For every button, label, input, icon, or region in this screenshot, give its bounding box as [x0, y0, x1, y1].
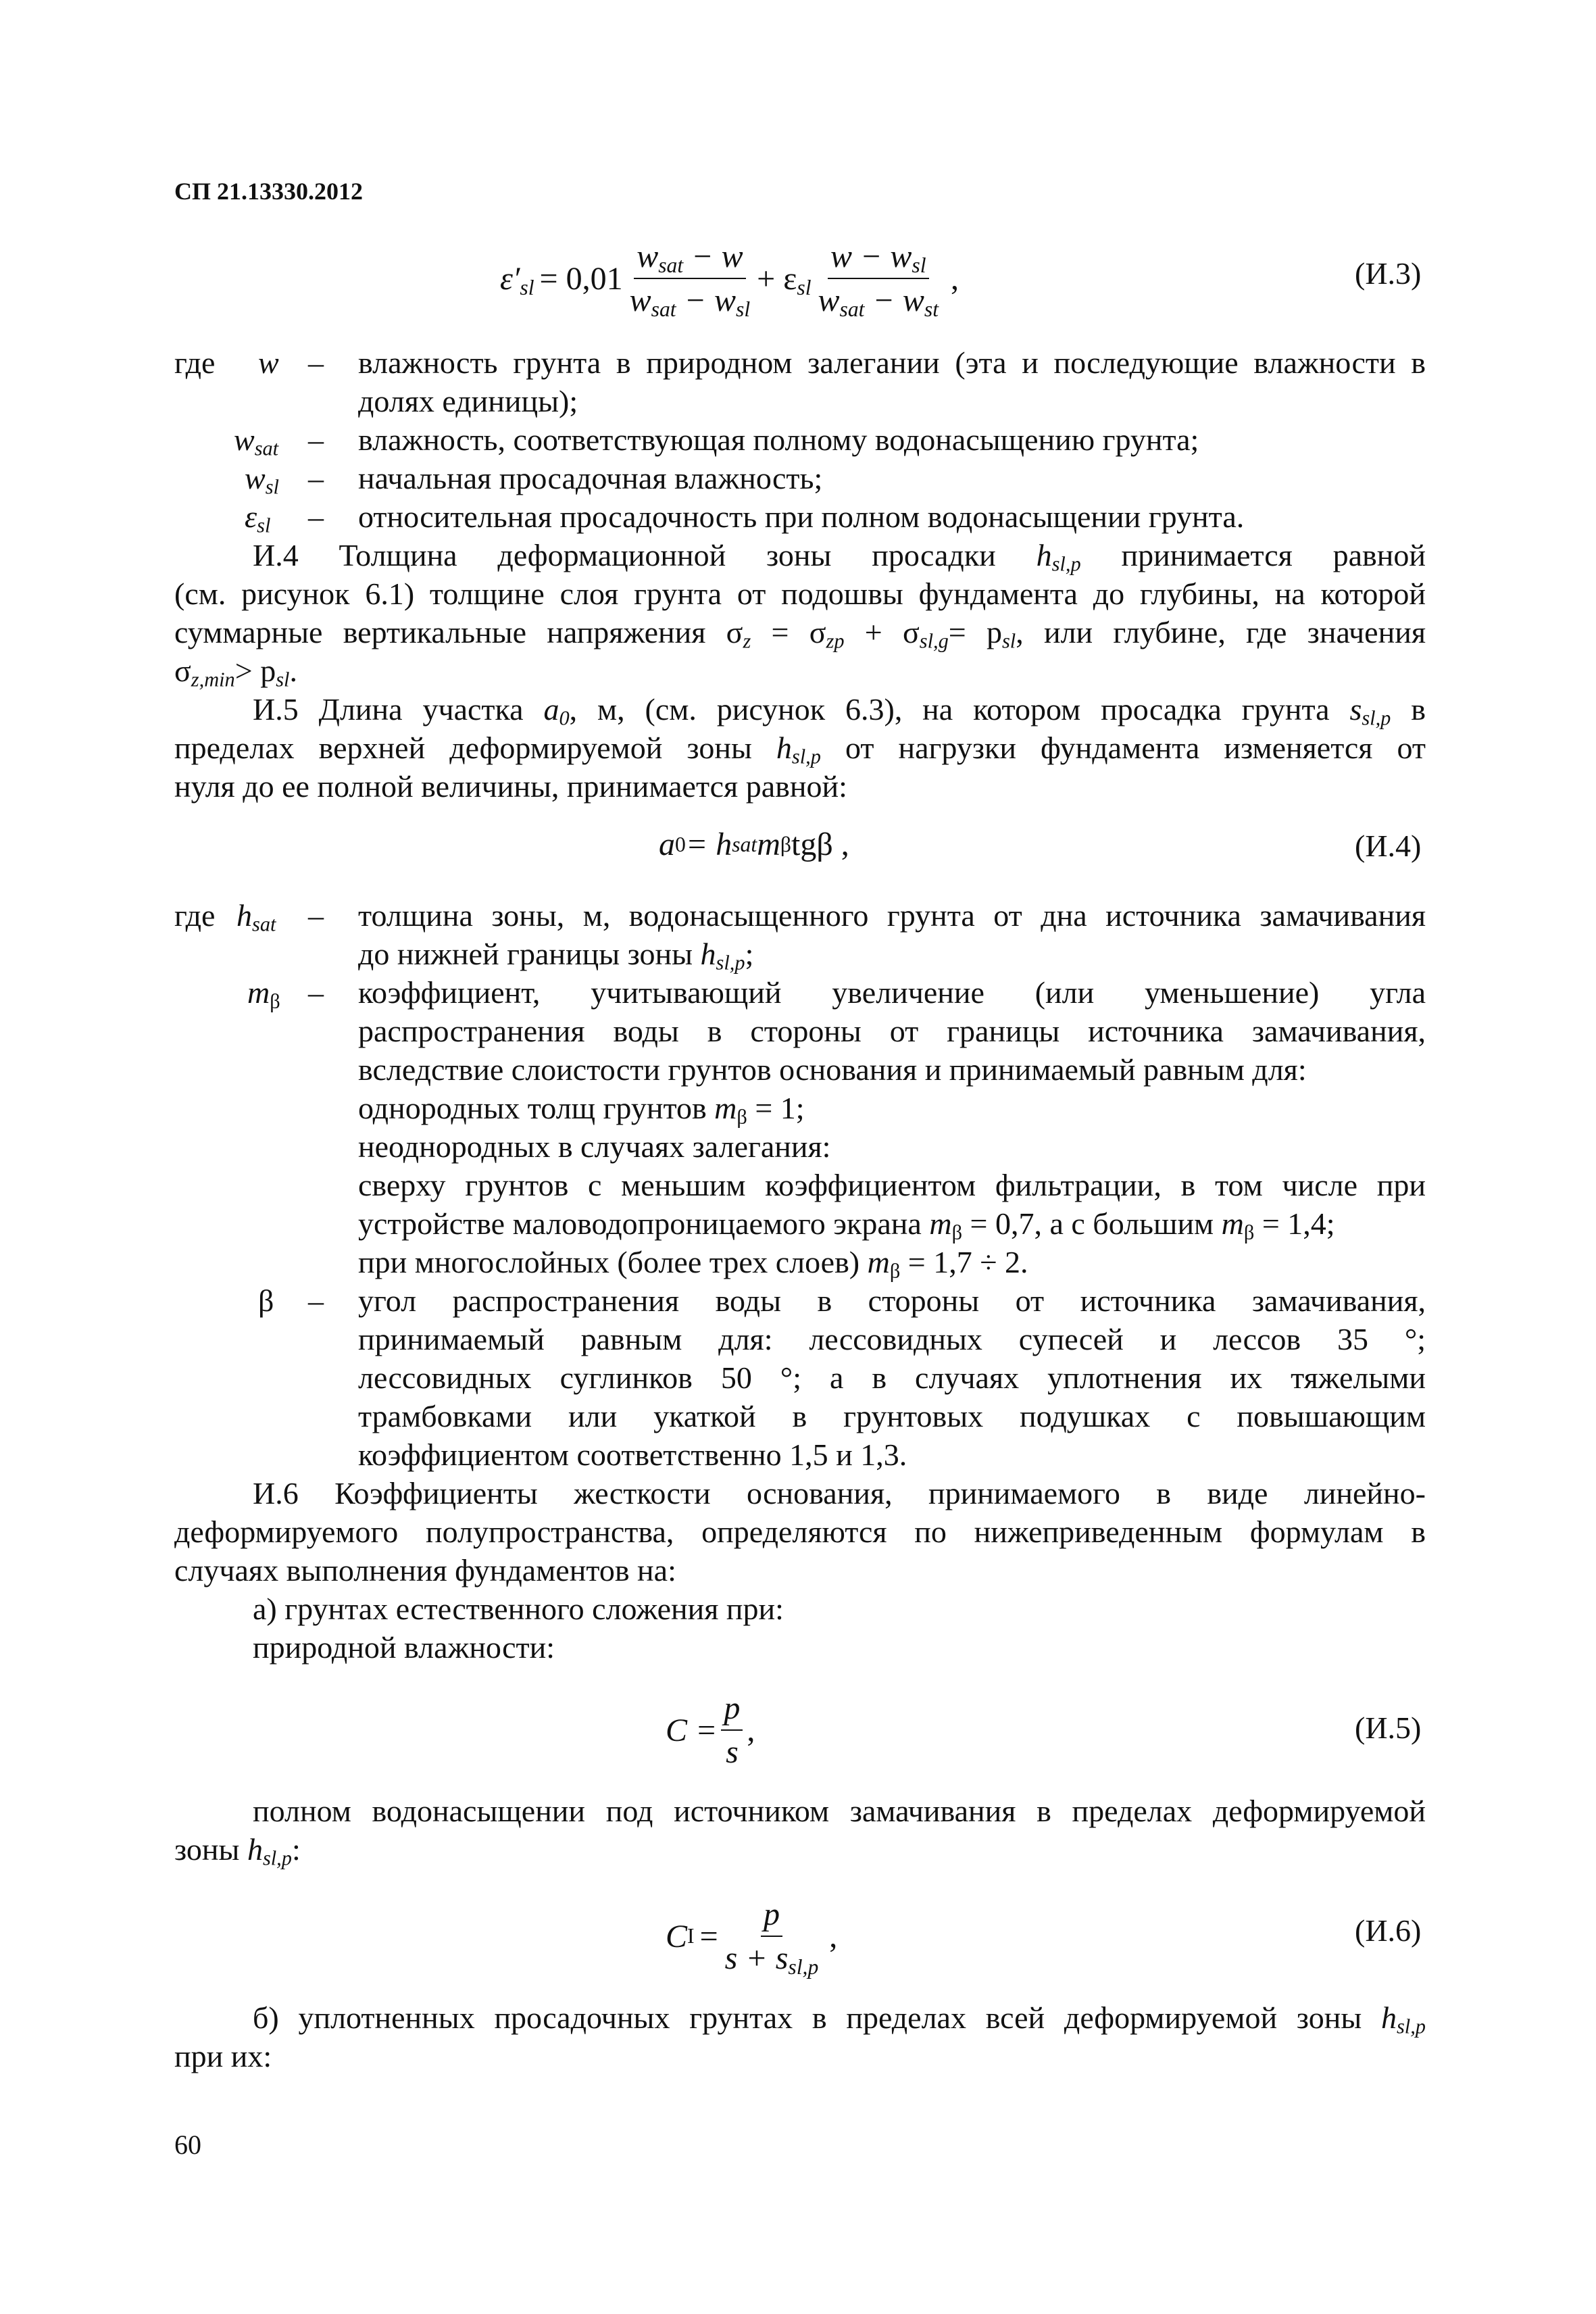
- def-esl-text: относительная просадочность при полном водонасыщении грунта.: [358, 499, 1245, 534]
- def-mb-line-6: сверху грунтов с меньшим коэффициентом фильтрации, в том числе при: [358, 1168, 1426, 1202]
- def-wsl-symbol: $w_{sl}$: [245, 461, 279, 499]
- para-i4-line-2: (см. рисунок 6.1) толщине слоя грунта от подошвы фундамента до глубины, на которой: [174, 576, 1426, 611]
- para-i4-line-4: $\sigma_{z,min}> p_{sl}$.: [174, 654, 297, 691]
- para-i6-line-3: случаях выполнения фундаментов на:: [174, 1553, 676, 1587]
- dash: –: [308, 422, 324, 457]
- def-hsat-symbol: $h_{sat}$: [236, 898, 276, 936]
- def-mb-line-5: неоднородных в случаях залегания:: [358, 1129, 831, 1164]
- def-esl-symbol: $\varepsilon_{sl}$: [245, 499, 271, 537]
- def-wsl-text: начальная просадочная влажность;: [358, 461, 823, 495]
- para-i6-line-4: а) грунтах естественного сложения при:: [253, 1592, 784, 1626]
- para-b-line-2: при их:: [174, 2039, 272, 2073]
- para-water-line-1: полном водонасыщении под источником замачивания в пределах деформируемой: [253, 1794, 1426, 1828]
- para-i4-line-3: суммарные вертикальные напряжения $\sigma_z = \sigma_{zp} + \sigma_{sl,g}= p_{sl}$, или глубине, где значения: [174, 615, 1426, 653]
- para-water-line-2: зоны $h_{sl,p}$:: [174, 1832, 301, 1870]
- para-i5-line-2: пределах верхней деформируемой зоны $h_{sl,p}$ от нагрузки фундамента изменяется от: [174, 731, 1426, 768]
- def-mb-line-4: однородных толщ грунтов $m_\beta = 1$;: [358, 1091, 805, 1129]
- dash: –: [308, 975, 324, 1010]
- def-hsat-text-cont: до нижней границы зоны $h_{sl,p}$;: [358, 937, 754, 975]
- def-w-text-cont: долях единицы);: [358, 384, 578, 418]
- dash: –: [308, 898, 324, 933]
- def-beta-line-1: угол распространения воды в стороны от источника замачивания,: [358, 1283, 1426, 1318]
- formula-i4: a 0 = h sat m β tgβ ,: [659, 827, 849, 862]
- dash: –: [308, 499, 324, 534]
- formula-i5: C = $\frac{p}{s}$ ,: [666, 1690, 755, 1770]
- def-beta-line-3: лессовидных суглинков 50 °; а в случаях уплотнения их тяжелыми: [358, 1360, 1426, 1395]
- where-label-2: где: [174, 898, 216, 933]
- formula-i3: $\varepsilon'_{sl}$ = 0,01 $\frac{w_{sat} - w}{w_{sat} - w_{sl}}$ + $\varepsilon_{sl}$ $\frac{w - w_{sl}}{w_{sat} - w_{st}}$ ,: [500, 239, 959, 321]
- para-i4-line-1: И.4 Толщина деформационной зоны просадки $h_{sl,p}$ принимается равной: [253, 538, 1426, 576]
- para-b-line-1: б) уплотненных просадочных грунтах в пределах всей деформируемой зоны $h_{sl,p}$: [253, 2000, 1426, 2038]
- where-label-1: где: [174, 345, 216, 380]
- def-hsat-text: толщина зоны, м, водонасыщенного грунта от дна источника замачивания: [358, 898, 1426, 933]
- dash: –: [308, 1283, 324, 1318]
- equation-number-i6: (И.6): [1355, 1913, 1422, 1948]
- dash: –: [308, 345, 324, 380]
- formula-i6: C I = $\frac{p}{s + s_{sl,p}}$ ,: [666, 1896, 838, 1979]
- equation-number-i4: (И.4): [1355, 829, 1422, 863]
- def-w-symbol: w: [258, 345, 279, 380]
- equation-number-i5: (И.5): [1355, 1710, 1422, 1745]
- def-mb-line-1: коэффициент, учитывающий увеличение (или уменьшение) угла: [358, 975, 1426, 1010]
- def-beta-line-4: трамбовками или укаткой в грунтовых подушках с повышающим: [358, 1399, 1426, 1433]
- def-mb-line-2: распространения воды в стороны от границы источника замачивания,: [358, 1014, 1426, 1048]
- dash: –: [308, 461, 324, 495]
- equation-number-i3: (И.3): [1355, 256, 1422, 291]
- para-i6-line-5: природной влажности:: [253, 1630, 555, 1665]
- para-i5-line-1: И.5 Длина участка $a_0$, м, (см. рисунок 6.3), на котором просадка грунта $s_{sl,p}$ в: [253, 692, 1426, 730]
- def-beta-symbol: β: [258, 1283, 274, 1318]
- def-mb-line-8: при многослойных (более трех слоев) $m_\beta = 1,7 \div 2$.: [358, 1245, 1028, 1283]
- document-header: СП 21.13330.2012: [174, 178, 363, 205]
- page-number: 60: [174, 2130, 201, 2160]
- def-w-text: влажность грунта в природном залегании (эта и последующие влажности в: [358, 345, 1426, 380]
- def-wsat-symbol: $w_{sat}$: [234, 422, 279, 460]
- def-beta-line-5: коэффициентом соответственно 1,5 и 1,3.: [358, 1437, 907, 1472]
- def-mb-line-3: вследствие слоистости грунтов основания и принимаемый равным для:: [358, 1052, 1307, 1087]
- def-mb-line-7: устройстве маловодопроницаемого экрана $m_\beta = 0,7$, а с большим $m_\beta = 1,4$;: [358, 1206, 1335, 1244]
- def-mb-symbol: $m_\beta$: [247, 975, 280, 1013]
- para-i6-line-2: деформируемого полупространства, определяются по нижеприведенным формулам в: [174, 1515, 1426, 1549]
- para-i6-line-1: И.6 Коэффициенты жесткости основания, принимаемого в виде линейно-: [253, 1476, 1426, 1510]
- def-beta-line-2: принимаемый равным для: лессовидных супесей и лессов 35 °;: [358, 1322, 1426, 1356]
- para-i5-line-3: нуля до ее полной величины, принимается равной:: [174, 769, 847, 804]
- def-wsat-text: влажность, соответствующая полному водонасыщению грунта;: [358, 422, 1199, 457]
